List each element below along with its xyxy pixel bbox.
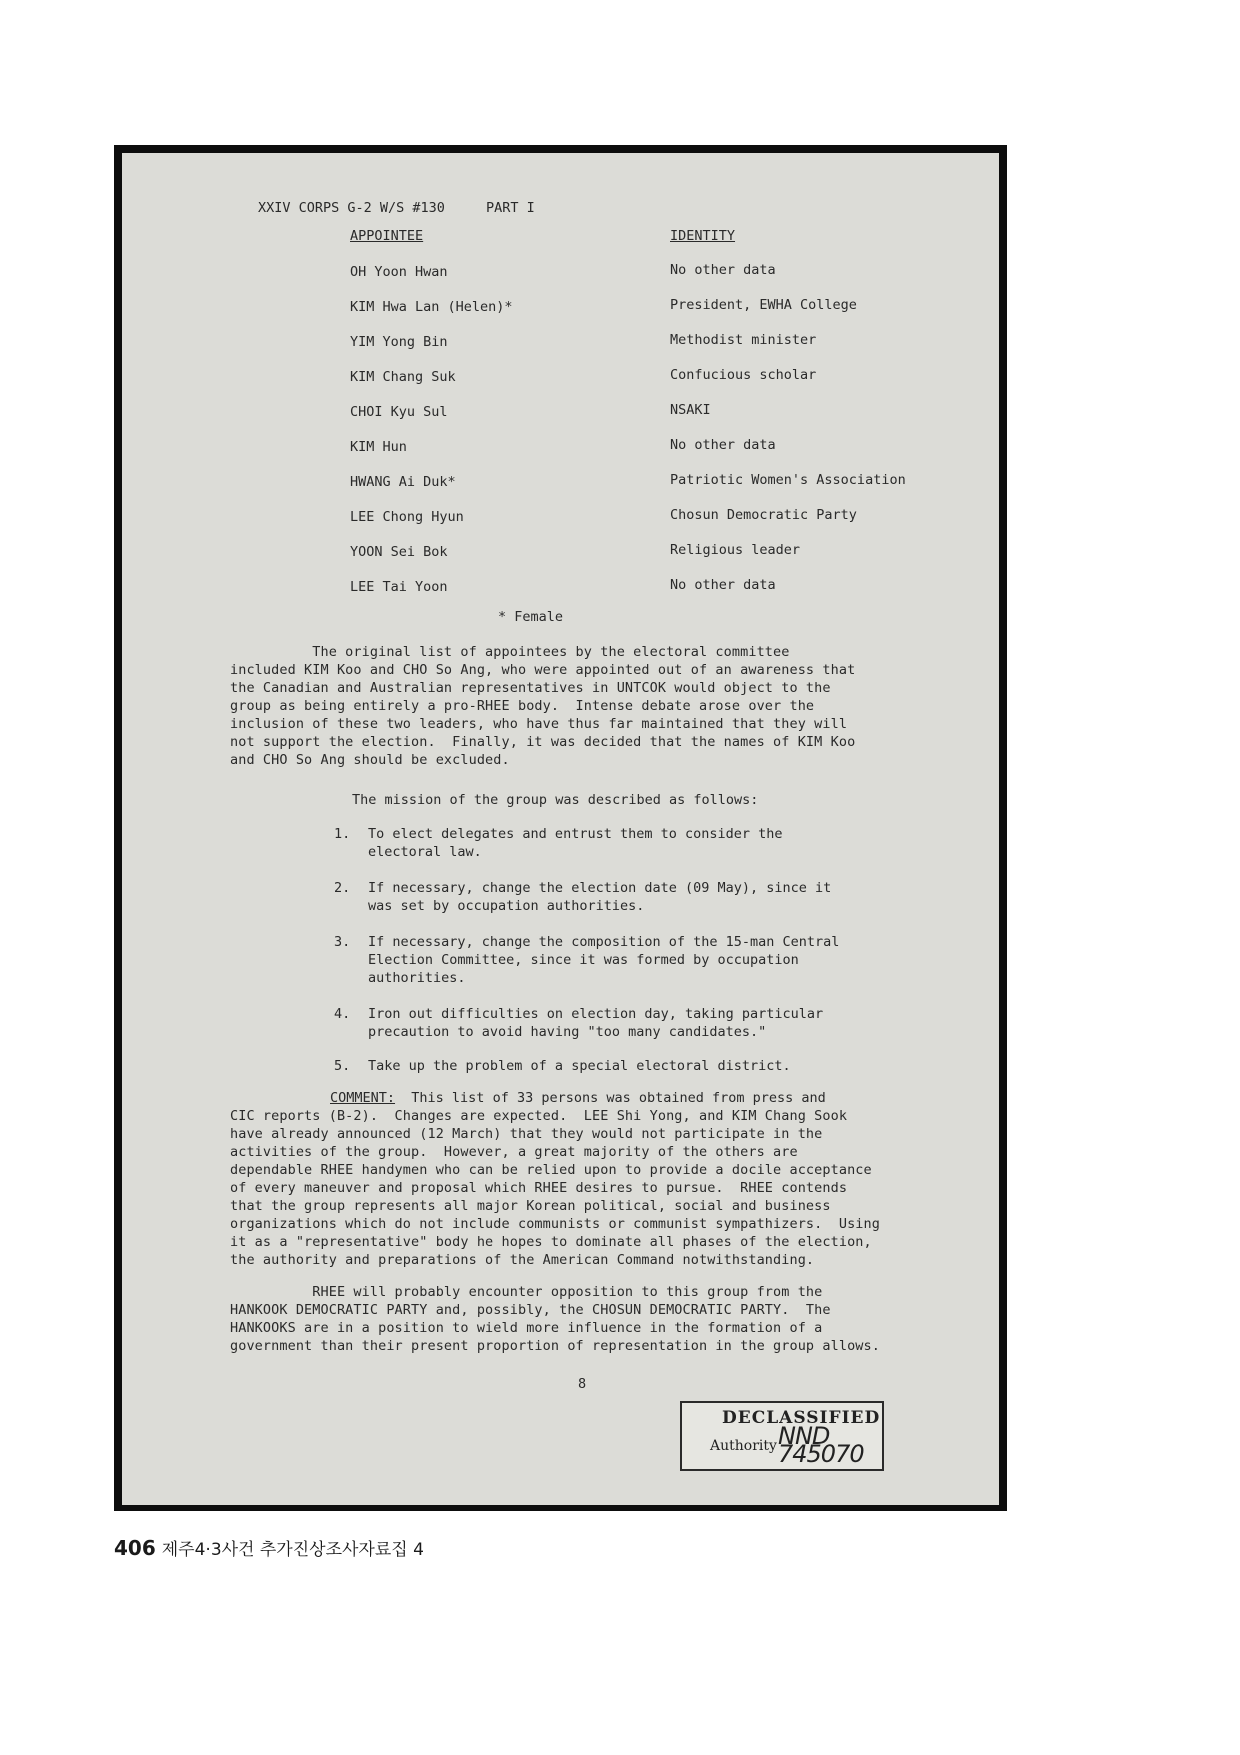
- appointee-name: KIM Hwa Lan (Helen)*: [350, 299, 513, 315]
- list-item-text: If necessary, change the composition of the 15-man Central Election Committee, since it was formed by occupation authorities.: [368, 934, 840, 986]
- declassified-stamp: [680, 1401, 884, 1471]
- appointee-name: KIM Hun: [350, 439, 407, 455]
- appointee-identity: Methodist minister: [670, 332, 817, 348]
- appointee-identity: President, EWHA College: [670, 297, 857, 313]
- col-identity-heading: IDENTITY: [670, 228, 736, 244]
- comment-first-line: [230, 1089, 826, 1107]
- stamp-declassified-text: DECLASSIFIED: [722, 1408, 881, 1428]
- list-item-text: Iron out difficulties on election day, taking particular precaution to avoid having "too many candidates.": [368, 1006, 824, 1040]
- comment-label: COMMENT:: [330, 1090, 396, 1106]
- appointee-identity: Patriotic Women's Association: [670, 472, 906, 488]
- appointee-name: OH Yoon Hwan: [350, 264, 448, 280]
- list-item-number: 5.: [334, 1058, 351, 1074]
- col-appointee-heading: APPOINTEE: [350, 228, 424, 244]
- scan-frame: [114, 145, 1007, 1511]
- list-item-number: 4.: [334, 1006, 351, 1022]
- list-item-text: If necessary, change the election date (09 May), since it was set by occupation authorities.: [368, 880, 832, 914]
- appointee-name: YOON Sei Bok: [350, 544, 448, 560]
- header-part: PART I: [486, 200, 535, 216]
- table-footnote: * Female: [498, 609, 564, 625]
- paragraph-original-list: The original list of appointees by the electoral committee included KIM Koo and CHO So Ang, who were appointed out of an awareness that the Canadian and Australian representatives in UNTCOK would object to the group as being entirely a pro-RHEE body. Intense debate arose over the inclusion of these two leaders, who have thus far maintained that they will not support the election. Finally, it was decided that the names of KIM Koo and CHO So Ang should be excluded.: [230, 644, 856, 768]
- paragraph-comment: CIC reports (B-2). Changes are expected. LEE Shi Yong, and KIM Chang Sook have already announced (12 March) that they would not participate in the activities of the group. However, a great majority of the others are dependable RHEE handymen who can be relied upon to provide a docile acceptance of every maneuver and proposal which RHEE desires to pursue. RHEE contends that the group represents all major Korean political, social and business organizations which do not include communists or communist sympathizers. Using it as a "representative" body he hopes to dominate all phases of the election, the authority and preparations of the American Command notwithstanding.: [230, 1108, 880, 1268]
- appointee-identity: Religious leader: [670, 542, 801, 558]
- appointee-identity: No other data: [670, 262, 776, 278]
- list-item-number: 1.: [334, 826, 351, 842]
- book-title: 제주4·3사건 추가진상조사자료집 4: [161, 1540, 424, 1560]
- appointee-name: YIM Yong Bin: [350, 334, 448, 350]
- appointee-identity: Chosun Democratic Party: [670, 507, 857, 523]
- document-page-number: 8: [578, 1376, 587, 1392]
- appointee-name: KIM Chang Suk: [350, 369, 456, 385]
- list-item-text: To elect delegates and entrust them to consider the electoral law.: [368, 826, 783, 860]
- book-page-number: 406: [114, 1536, 156, 1560]
- appointee-identity: No other data: [670, 437, 776, 453]
- appointee-identity: No other data: [670, 577, 776, 593]
- book-footer: [114, 1535, 424, 1560]
- list-item-number: 3.: [334, 934, 351, 950]
- appointee-name: LEE Chong Hyun: [350, 509, 464, 525]
- stamp-authority-label: Authority: [710, 1438, 777, 1454]
- appointee-name: HWANG Ai Duk*: [350, 474, 456, 490]
- comment-first-text: This list of 33 persons was obtained from press and: [395, 1090, 826, 1106]
- paragraph-opposition: RHEE will probably encounter opposition to this group from the HANKOOK DEMOCRATIC PARTY and, possibly, the CHOSUN DEMOCRATIC PARTY. The HANKOOKS are in a position to wield more influence in the formation of a government than their present proportion of representation in the group allows.: [230, 1284, 880, 1354]
- document-page: [122, 153, 999, 1505]
- appointee-identity: Confucious scholar: [670, 367, 817, 383]
- appointee-identity: NSAKI: [670, 402, 711, 418]
- appointee-name: LEE Tai Yoon: [350, 579, 448, 595]
- mission-intro: The mission of the group was described as follows:: [352, 792, 759, 808]
- list-item-number: 2.: [334, 880, 351, 896]
- header-line: XXIV CORPS G-2 W/S #130: [258, 200, 445, 216]
- stamp-authority-code: NND 745070: [778, 1422, 864, 1468]
- appointee-name: CHOI Kyu Sul: [350, 404, 448, 420]
- list-item-text: Take up the problem of a special electoral district.: [368, 1058, 791, 1074]
